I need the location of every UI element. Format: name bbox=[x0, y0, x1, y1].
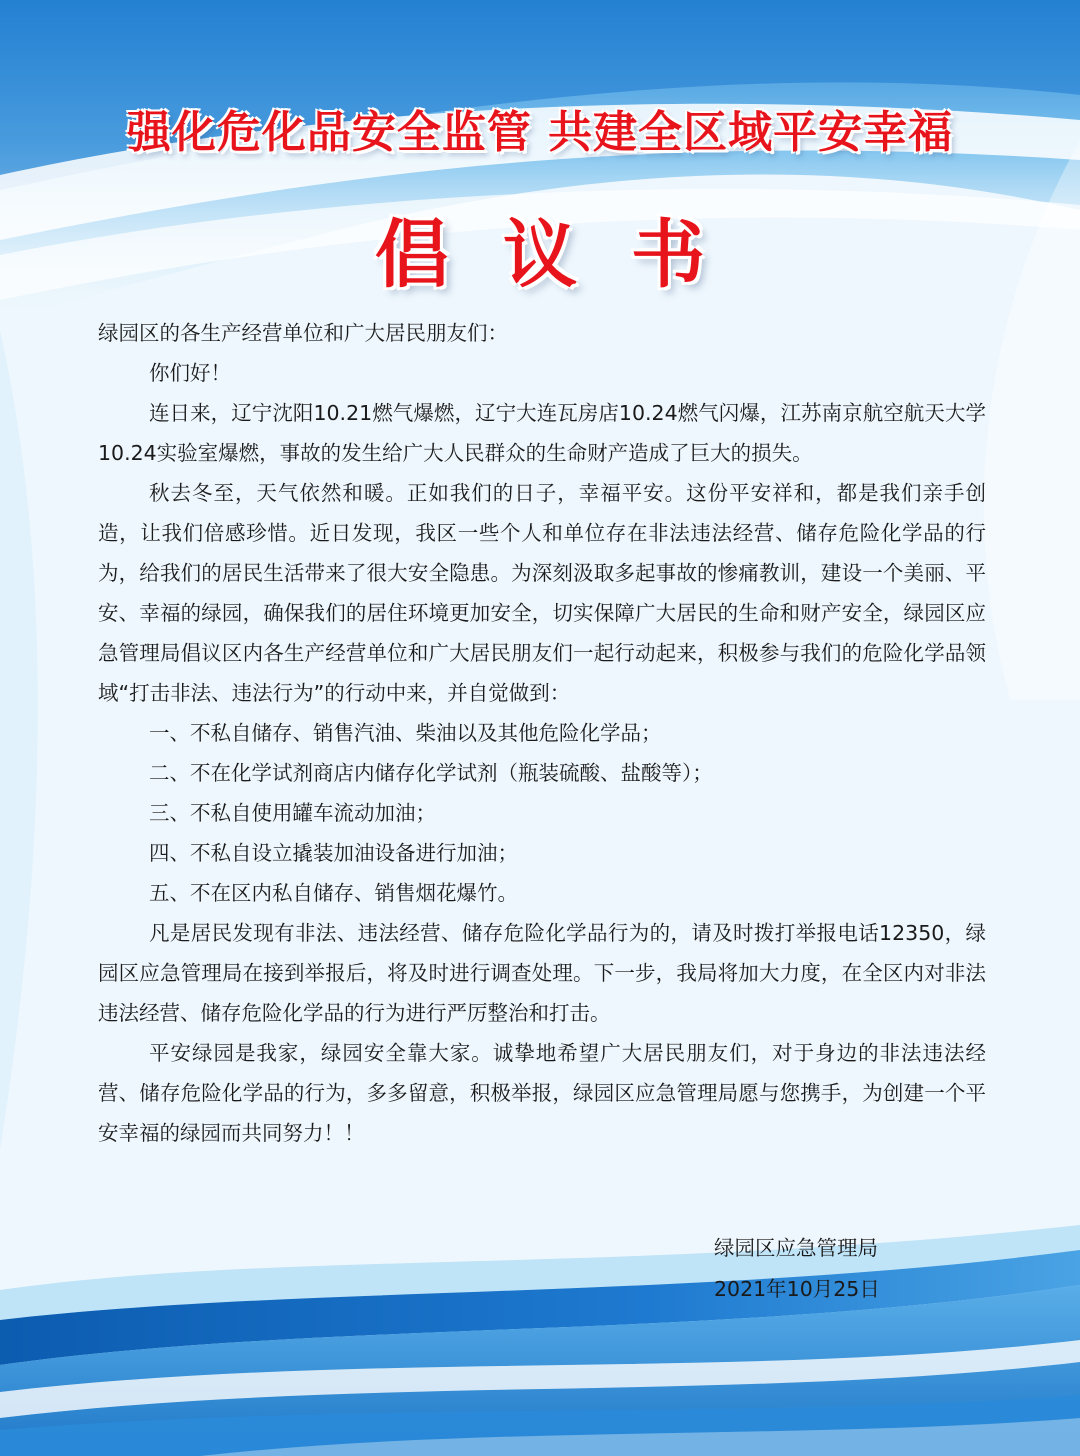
signature-date: 2021年10月25日 bbox=[714, 1277, 880, 1301]
greeting: 你们好！ bbox=[149, 361, 231, 385]
list-item: 四、不私自设立撬装加油设备进行加油； bbox=[149, 841, 518, 865]
list-item: 三、不私自使用罐车流动加油； bbox=[149, 801, 436, 825]
signature-organization: 绿园区应急管理局 bbox=[714, 1236, 878, 1260]
document-title: 倡议书 bbox=[375, 212, 759, 298]
signature-block bbox=[714, 1228, 880, 1310]
list-item: 五、不在区内私自储存、销售烟花爆竹。 bbox=[149, 881, 518, 905]
paragraph: 连日来，辽宁沈阳10.21燃气爆燃，辽宁大连瓦房店10.24燃气闪爆，江苏南京航空航天大学10.24实验室爆燃，事故的发生给广大人民群众的生命财产造成了巨大的损失。 bbox=[98, 401, 986, 465]
paragraph: 平安绿园是我家，绿园安全靠大家。诚挚地希望广大居民朋友们，对于身边的非法违法经营、储存危险化学品的行为，多多留意，积极举报，绿园区应急管理局愿与您携手，为创建一个平安幸福的绿园而共同努力！！ bbox=[98, 1041, 986, 1145]
list-item: 一、不私自储存、销售汽油、柴油以及其他危险化学品； bbox=[149, 721, 662, 745]
salutation: 绿园区的各生产经营单位和广大居民朋友们： bbox=[98, 321, 508, 345]
list-item: 二、不在化学试剂商店内储存化学试剂（瓶装硫酸、盐酸等）； bbox=[149, 761, 713, 785]
poster-headline: 强化危化品安全监管 共建全区域平安幸福 bbox=[126, 107, 954, 158]
letter-body bbox=[98, 313, 986, 1153]
paragraph: 秋去冬至，天气依然和暖。正如我们的日子，幸福平安。这份平安祥和，都是我们亲手创造，让我们倍感珍惜。近日发现，我区一些个人和单位存在非法违法经营、储存危险化学品的行为，给我们的居民生活带来了很大安全隐患。为深刻汲取多起事故的惨痛教训，建设一个美丽、平安、幸福的绿园，确保我们的居住环境更加安全，切实保障广大居民的生命和财产安全，绿园区应急管理局倡议区内各生产经营单位和广大居民朋友们一起行动起来，积极参与我们的危险化学品领域“打击非法、违法行为”的行动中来，并自觉做到： bbox=[98, 481, 986, 705]
paragraph: 凡是居民发现有非法、违法经营、储存危险化学品行为的，请及时拨打举报电话12350，绿园区应急管理局在接到举报后，将及时进行调查处理。下一步，我局将加大力度，在全区内对非法违法经营、储存危险化学品的行为进行严厉整治和打击。 bbox=[98, 921, 986, 1025]
